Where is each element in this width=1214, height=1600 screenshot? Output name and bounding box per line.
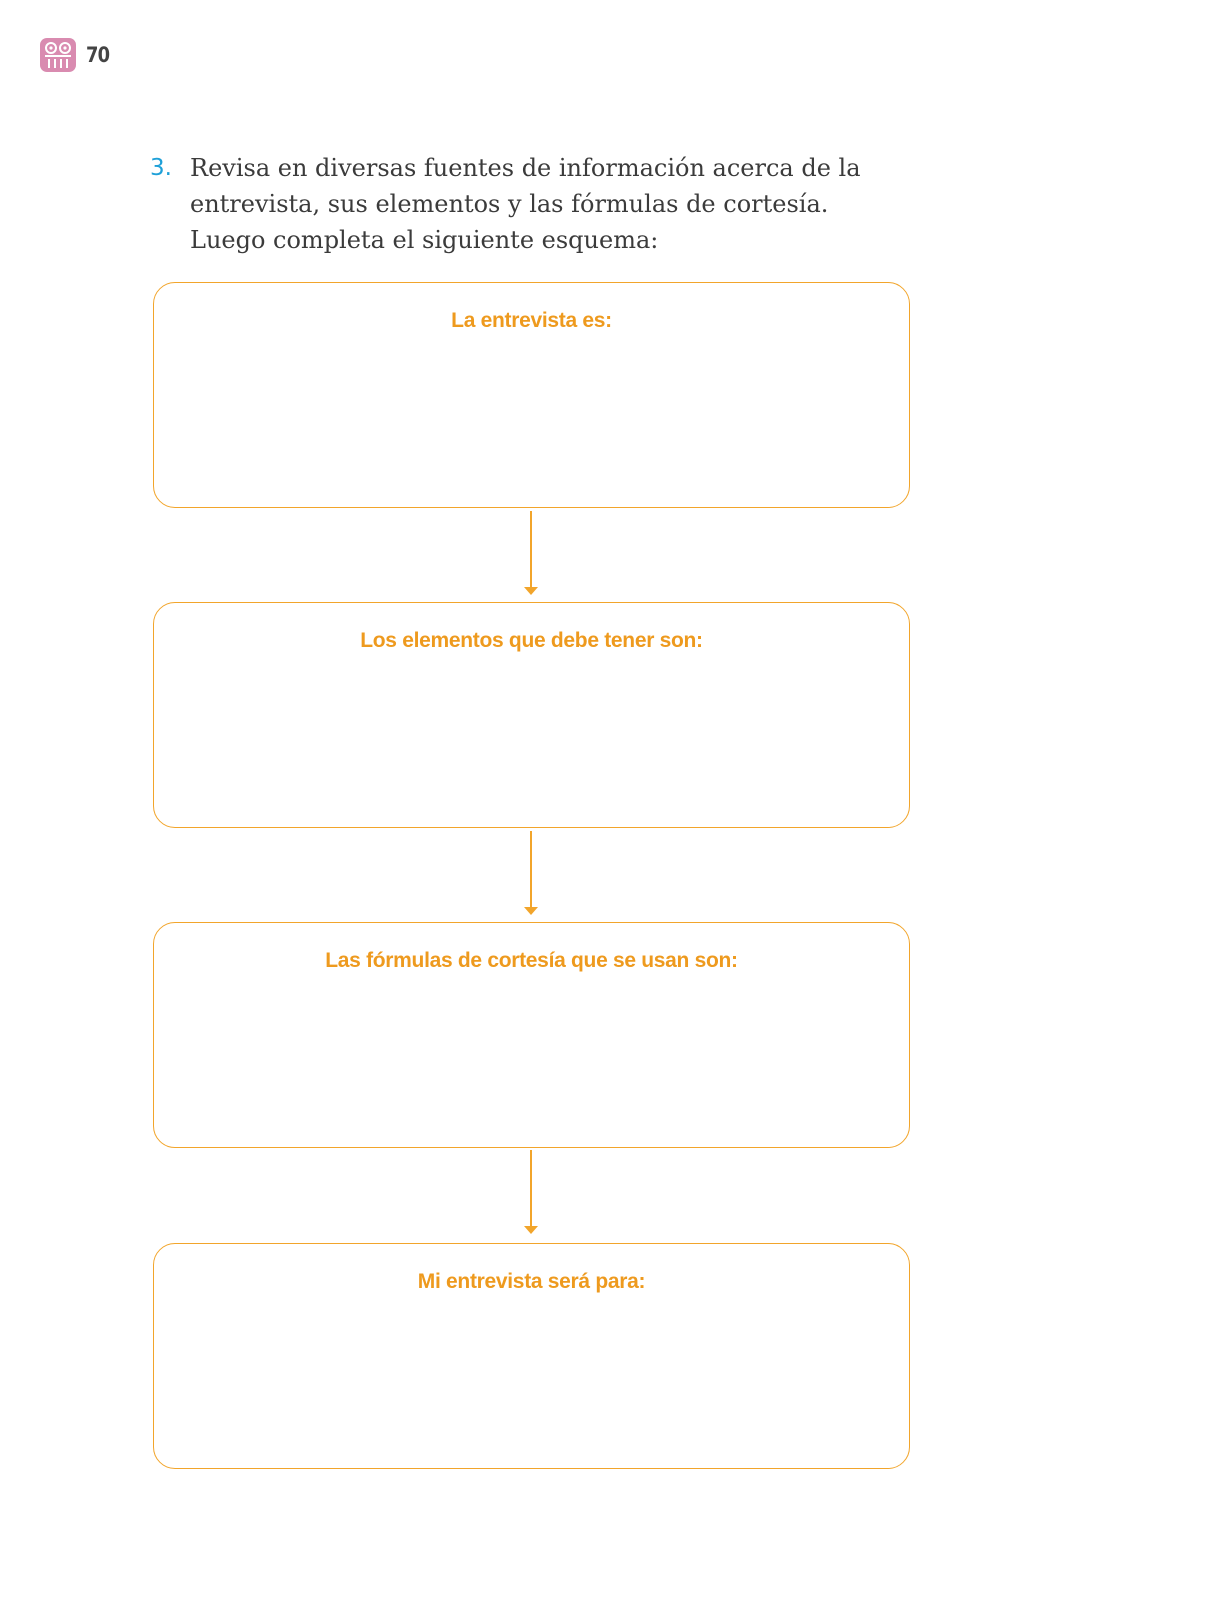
arrow-down-icon	[524, 831, 538, 921]
activity-instruction	[150, 150, 910, 258]
box-label: Los elementos que debe tener son:	[360, 629, 703, 652]
activity-number: 3.	[150, 155, 172, 181]
diagram-box-purpose[interactable]	[153, 1243, 910, 1469]
diagram-box-definition[interactable]	[153, 282, 910, 508]
page-number: 70	[86, 43, 110, 67]
arrow-down-icon	[524, 1150, 538, 1240]
page-header	[40, 38, 113, 72]
temple-glyph-icon	[40, 38, 76, 72]
box-label: La entrevista es:	[451, 309, 612, 332]
box-label: Mi entrevista será para:	[417, 1270, 646, 1293]
arrow-down-icon	[524, 511, 538, 601]
diagram-box-elements[interactable]	[153, 602, 910, 828]
box-label: Las fórmulas de cortesía que se usan son:	[325, 949, 738, 972]
diagram-box-courtesy[interactable]	[153, 922, 910, 1148]
instruction-text: Revisa en diversas fuentes de información acerca de la entrevista, sus elementos y las fórmulas de cortesía. Luego completa el siguiente esquema:	[190, 154, 861, 254]
